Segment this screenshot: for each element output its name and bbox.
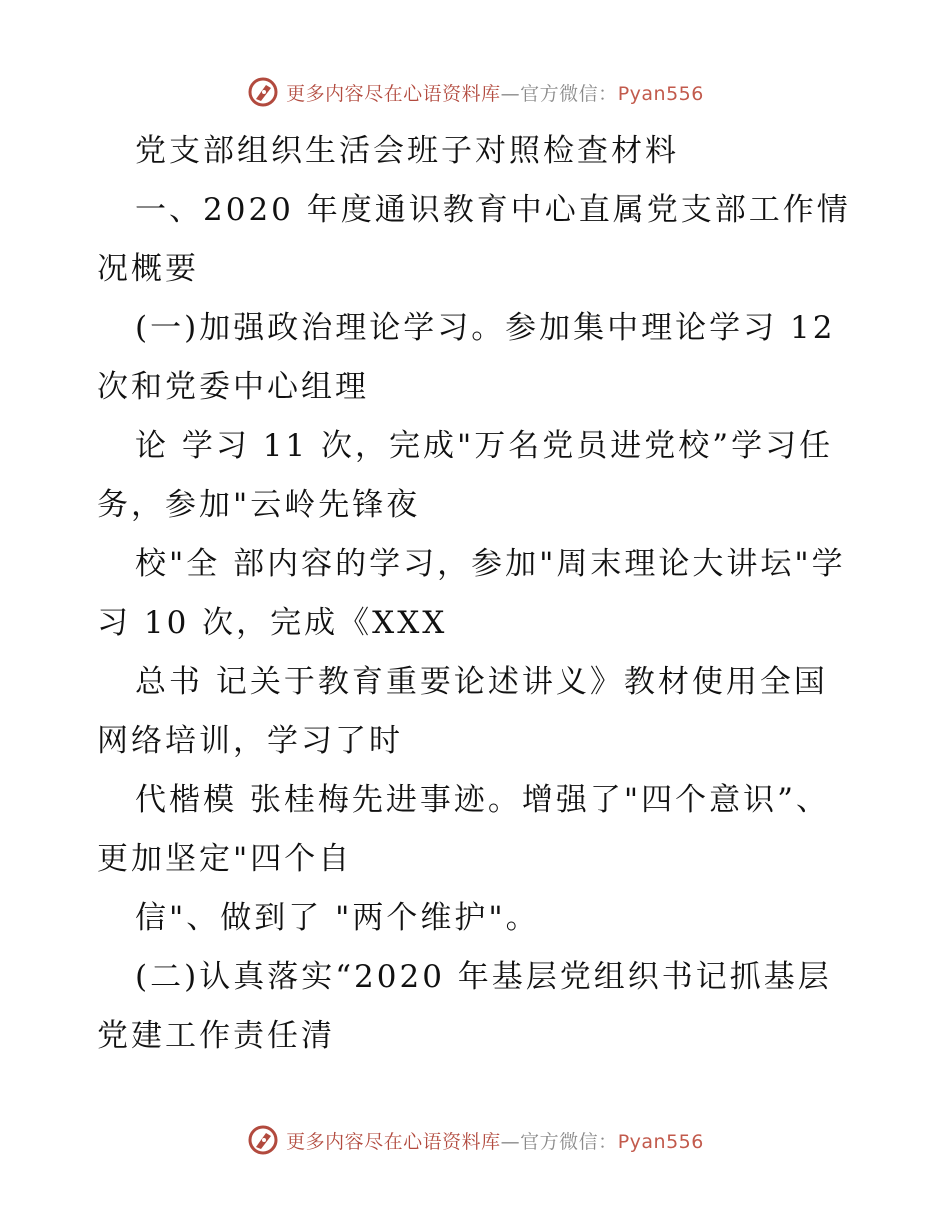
pen-nib-logo-icon: [246, 75, 280, 109]
watermark-separator: —: [500, 1130, 521, 1153]
document-line: 务，参加"云岭先锋夜: [97, 487, 421, 523]
document-line: 信"、做到了 "两个维护"。: [135, 900, 540, 936]
watermark-main-text: 更多内容尽在心语资料库: [286, 1130, 501, 1153]
watermark-main-text: 更多内容尽在心语资料库: [286, 82, 501, 105]
document-line: 更加坚定"四个自: [97, 841, 353, 877]
document-line: 一、2020 年度通识教育中心直属党支部工作情: [135, 192, 851, 228]
document-line: 论 学习 11 次，完成"万名党员进党校”学习任: [135, 428, 834, 464]
document-line: 党支部组织生活会班子对照检查材料: [135, 133, 679, 169]
watermark-text: [286, 79, 704, 106]
header-watermark: [0, 72, 950, 112]
footer-watermark: [0, 1120, 950, 1160]
watermark-wechat-label: 官方微信：: [520, 1130, 618, 1153]
watermark-wechat-id: Pyan556: [617, 82, 704, 105]
watermark-wechat-label: 官方微信：: [520, 82, 618, 105]
watermark-text: [286, 1127, 704, 1154]
document-line: 次和党委中心组理: [97, 369, 369, 405]
document-line: 况概要: [97, 251, 199, 287]
document-line: 总书 记关于教育重要论述讲义》教材使用全国: [135, 664, 828, 700]
watermark-wechat-id: Pyan556: [617, 1130, 704, 1153]
document-line: 习 10 次，完成《XXX: [97, 605, 448, 641]
document-line: (二)认真落实“2020 年基层党组织书记抓基层: [135, 959, 832, 995]
watermark-separator: —: [500, 82, 521, 105]
document-line: 网络培训，学习了时: [97, 723, 403, 759]
document-line: 党建工作责任清: [97, 1018, 335, 1054]
document-line: 代楷模 张桂梅先进事迹。增强了"四个意识”、: [135, 782, 830, 818]
document-line: (一)加强政治理论学习。参加集中理论学习 12: [135, 310, 836, 346]
pen-nib-logo-icon: [246, 1123, 280, 1157]
document-body: [97, 122, 857, 1066]
document-line: 校"全 部内容的学习，参加"周末理论大讲坛"学: [135, 546, 846, 582]
